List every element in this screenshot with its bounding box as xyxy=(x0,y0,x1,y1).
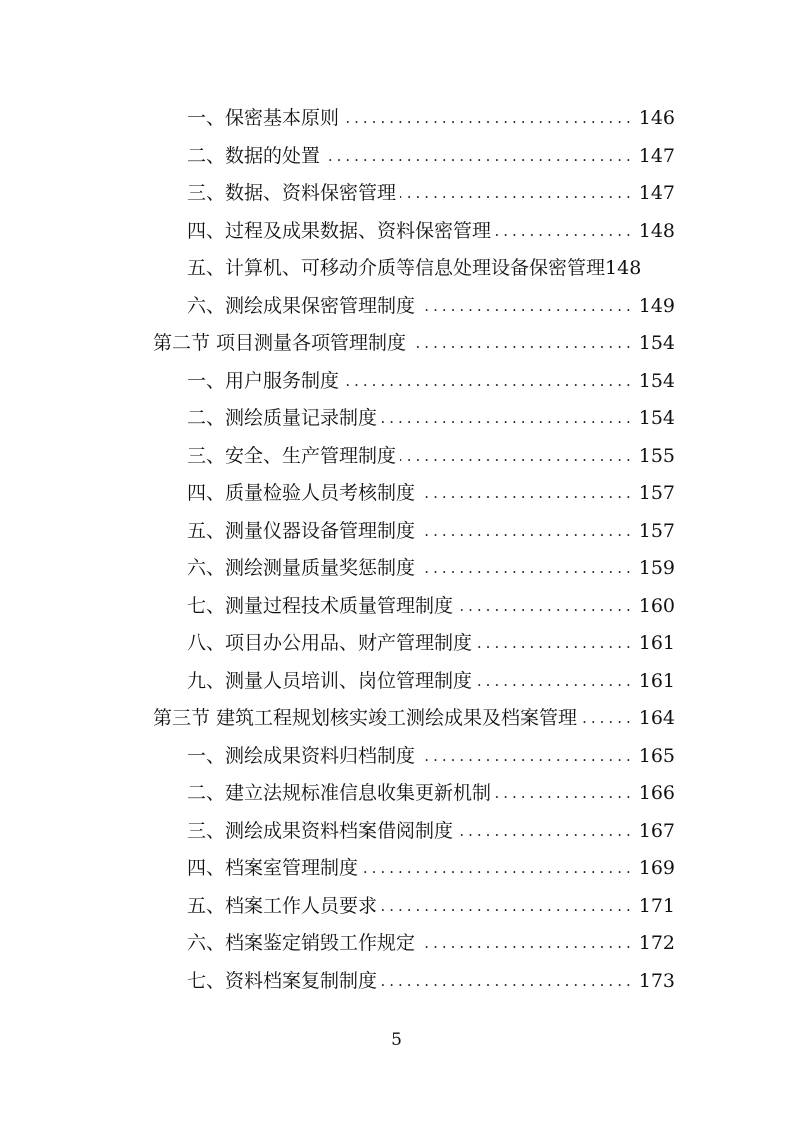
toc-entry[interactable] xyxy=(187,850,675,887)
toc-entry-title: 第二节 项目测量各项管理制度 xyxy=(153,332,407,354)
toc-entry-page: 173 xyxy=(638,969,675,992)
toc-entry[interactable] xyxy=(187,213,675,250)
toc-entry-page: 146 xyxy=(638,107,675,129)
toc-entry-page: 157 xyxy=(638,482,675,504)
toc-dot-leader xyxy=(381,963,635,1000)
toc-entry-title: 二、测绘质量记录制度 xyxy=(187,407,378,429)
toc-entry[interactable] xyxy=(187,813,675,850)
toc-entry-title: 一、用户服务制度 xyxy=(187,369,340,392)
toc-entry-title: 六、档案鉴定销毁工作规定 xyxy=(187,932,416,954)
toc-entry[interactable] xyxy=(187,400,675,437)
toc-entry-page: 148 xyxy=(638,219,675,242)
toc-dot-leader xyxy=(495,775,635,812)
toc-entry-page: 154 xyxy=(638,369,675,392)
toc-entry[interactable] xyxy=(187,963,675,1000)
toc-entry-title: 四、质量检验人员考核制度 xyxy=(187,482,416,504)
toc-entry[interactable] xyxy=(187,175,675,212)
toc-dot-leader xyxy=(495,213,635,250)
toc-entry-page: 169 xyxy=(638,857,675,879)
toc-entry[interactable] xyxy=(187,138,675,175)
toc-entry-title: 四、过程及成果数据、资料保密管理 xyxy=(187,219,492,242)
toc-entry-title: 二、数据的处置 xyxy=(187,144,321,167)
toc-dot-leader xyxy=(419,475,635,512)
toc-entry-page: 147 xyxy=(638,144,675,167)
toc-entry[interactable] xyxy=(187,775,675,812)
toc-entry-page: 160 xyxy=(638,594,675,617)
toc-dot-leader xyxy=(419,288,635,325)
toc-entry-title: 二、建立法规标准信息收集更新机制 xyxy=(187,782,492,804)
toc-entry-page: 154 xyxy=(638,332,675,354)
toc-dot-leader xyxy=(419,738,635,775)
toc-dot-leader xyxy=(400,175,635,212)
toc-entry-title: 三、测绘成果资料档案借阅制度 xyxy=(187,819,454,842)
toc-dot-leader xyxy=(581,700,635,737)
toc-entry-page: 148 xyxy=(605,257,642,279)
toc-entry-title: 六、测绘测量质量奖惩制度 xyxy=(187,557,416,579)
toc-entry-title: 八、项目办公用品、财产管理制度 xyxy=(187,632,473,654)
toc-entry[interactable] xyxy=(187,550,675,587)
toc-entry-page: 165 xyxy=(638,744,675,767)
toc-entry[interactable] xyxy=(187,513,675,550)
toc-entry-title: 三、数据、资料保密管理 xyxy=(187,182,397,204)
toc-dot-leader xyxy=(343,100,635,137)
toc-dot-leader xyxy=(362,850,635,887)
page-number: 5 xyxy=(391,1030,402,1050)
toc-entry[interactable] xyxy=(187,475,675,512)
toc-entry-page: 166 xyxy=(638,782,675,804)
toc-entry[interactable] xyxy=(187,363,675,400)
toc-entry-page: 149 xyxy=(638,294,675,317)
toc-entry-page: 147 xyxy=(638,182,675,204)
toc-entry-page: 164 xyxy=(638,707,675,729)
toc-entry-page: 171 xyxy=(638,894,675,917)
toc-entry-title: 五、测量仪器设备管理制度 xyxy=(187,519,416,542)
toc-entry[interactable] xyxy=(187,888,675,925)
toc-entry[interactable] xyxy=(187,100,675,137)
toc-dot-leader xyxy=(381,888,635,925)
toc-dot-leader xyxy=(457,588,635,625)
toc-dot-leader xyxy=(410,325,635,362)
toc-entry-title: 三、安全、生产管理制度 xyxy=(187,444,397,467)
toc-dot-leader xyxy=(381,400,635,437)
toc-entry-page: 161 xyxy=(638,632,675,654)
toc-dot-leader xyxy=(419,513,635,550)
toc-dot-leader xyxy=(419,925,635,962)
toc-dot-leader xyxy=(457,813,635,850)
toc-entry[interactable] xyxy=(187,663,675,700)
toc-entry-page: 157 xyxy=(638,519,675,542)
toc-section-entry[interactable] xyxy=(153,325,675,362)
toc-dot-leader xyxy=(476,625,635,662)
toc-entry-page: 172 xyxy=(638,932,675,954)
toc-entry[interactable] xyxy=(187,738,675,775)
toc-entry[interactable] xyxy=(187,250,675,287)
toc-entry-page: 167 xyxy=(638,819,675,842)
toc-entry[interactable] xyxy=(187,288,675,325)
toc-dot-leader xyxy=(476,663,635,700)
toc-entry-title: 五、档案工作人员要求 xyxy=(187,894,378,917)
toc-entry-title: 七、测量过程技术质量管理制度 xyxy=(187,594,454,617)
toc-entry-title: 四、档案室管理制度 xyxy=(187,857,359,879)
toc-section-entry[interactable] xyxy=(153,700,675,737)
toc-entry[interactable] xyxy=(187,625,675,662)
toc-entry-title: 第三节 建筑工程规划核实竣工测绘成果及档案管理 xyxy=(153,707,578,729)
toc-dot-leader xyxy=(400,438,635,475)
toc-entry-title: 一、测绘成果资料归档制度 xyxy=(187,744,416,767)
toc-entry-title: 五、计算机、可移动介质等信息处理设备保密管理 xyxy=(187,257,606,279)
toc-entry-title: 七、资料档案复制制度 xyxy=(187,969,378,992)
toc-dot-leader xyxy=(419,550,635,587)
toc-entry[interactable] xyxy=(187,588,675,625)
toc-entry-page: 154 xyxy=(638,407,675,429)
toc-dot-leader xyxy=(324,138,635,175)
toc-entry[interactable] xyxy=(187,438,675,475)
toc-entry-page: 159 xyxy=(638,557,675,579)
toc-entry-page: 161 xyxy=(638,669,675,692)
toc-dot-leader xyxy=(343,363,635,400)
toc-entry-title: 九、测量人员培训、岗位管理制度 xyxy=(187,669,473,692)
toc-entry[interactable] xyxy=(187,925,675,962)
toc-entry-page: 155 xyxy=(638,444,675,467)
toc-entry-title: 一、保密基本原则 xyxy=(187,107,340,129)
toc-entry-title: 六、测绘成果保密管理制度 xyxy=(187,294,416,317)
